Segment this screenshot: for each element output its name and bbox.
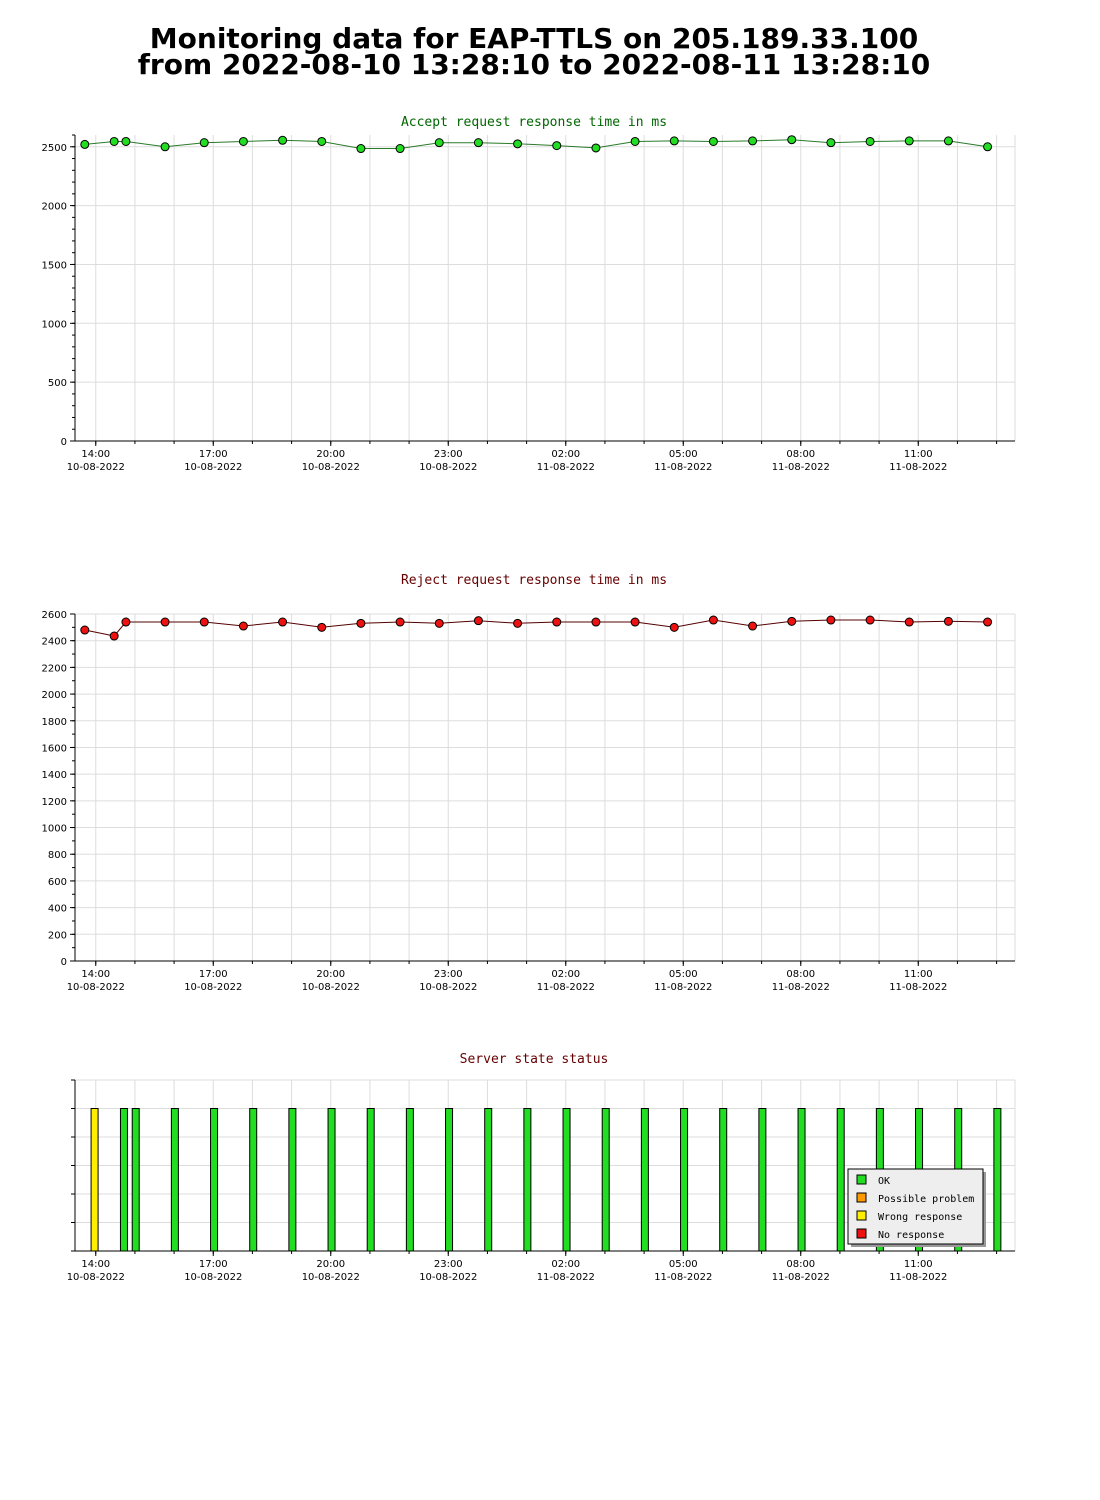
data-point — [239, 137, 247, 145]
data-point — [357, 619, 365, 627]
data-point — [866, 616, 874, 624]
status-bar — [994, 1109, 1001, 1252]
data-point — [474, 617, 482, 625]
x-tick-label-date: 10-08-2022 — [301, 462, 360, 473]
status-bar — [563, 1109, 570, 1252]
x-tick-label-date: 11-08-2022 — [536, 462, 595, 473]
data-point — [81, 626, 89, 634]
x-tick-label-time: 23:00 — [433, 449, 463, 460]
x-tick-label-time: 23:00 — [433, 1259, 463, 1270]
x-tick-label-time: 20:00 — [316, 969, 346, 980]
data-point — [984, 143, 992, 151]
data-point — [788, 617, 796, 625]
y-tick-label: 1000 — [41, 823, 67, 835]
x-tick-label-date: 10-08-2022 — [419, 462, 478, 473]
data-point — [161, 618, 169, 626]
status-bar — [91, 1109, 98, 1252]
y-tick-label: 500 — [47, 378, 67, 390]
data-point — [514, 140, 522, 148]
x-tick-label-time: 02:00 — [551, 969, 581, 980]
x-tick-label-date: 10-08-2022 — [66, 982, 125, 993]
x-tick-label-date: 11-08-2022 — [771, 1272, 830, 1283]
status-bar — [485, 1109, 492, 1252]
x-tick-label-time: 08:00 — [786, 449, 816, 460]
x-tick-label-date: 10-08-2022 — [184, 982, 243, 993]
chart-title: Accept request response time in ms — [400, 115, 668, 130]
x-tick-label-time: 14:00 — [81, 449, 111, 460]
x-tick-label-time: 05:00 — [668, 1259, 698, 1270]
data-point — [905, 137, 913, 145]
x-tick-label-time: 14:00 — [81, 1259, 111, 1270]
data-point — [110, 632, 118, 640]
y-tick-label: 200 — [47, 930, 67, 942]
data-point — [631, 618, 639, 626]
data-point — [788, 136, 796, 144]
data-point — [110, 137, 118, 145]
x-tick-label-date: 11-08-2022 — [771, 982, 830, 993]
status-bar — [759, 1109, 766, 1252]
y-tick-label: 1000 — [41, 319, 67, 331]
y-tick-label: 2400 — [41, 636, 67, 648]
data-point — [944, 617, 952, 625]
data-point — [122, 137, 130, 145]
x-tick-label-time: 14:00 — [81, 969, 111, 980]
status-bar — [132, 1109, 139, 1252]
x-tick-label-date: 10-08-2022 — [419, 1272, 478, 1283]
x-tick-label-date: 10-08-2022 — [184, 1272, 243, 1283]
data-point — [709, 616, 717, 624]
y-tick-label: 800 — [47, 850, 67, 862]
status-bar — [250, 1109, 257, 1252]
status-bar — [120, 1109, 127, 1252]
legend-swatch — [857, 1211, 866, 1220]
data-point — [239, 622, 247, 630]
data-point — [435, 619, 443, 627]
data-point — [553, 618, 561, 626]
data-point — [435, 139, 443, 147]
data-point — [357, 145, 365, 153]
data-point — [592, 618, 600, 626]
x-tick-label-time: 11:00 — [903, 449, 933, 460]
y-tick-label: 2200 — [41, 663, 67, 675]
data-point — [279, 618, 287, 626]
x-tick-label-date: 10-08-2022 — [301, 982, 360, 993]
y-tick-label: 1600 — [41, 743, 67, 755]
data-point — [122, 618, 130, 626]
data-point — [396, 145, 404, 153]
x-tick-label-date: 10-08-2022 — [419, 982, 478, 993]
data-point — [749, 137, 757, 145]
data-point — [200, 139, 208, 147]
data-point — [631, 137, 639, 145]
status-bar — [289, 1109, 296, 1252]
legend-swatch — [857, 1229, 866, 1238]
x-tick-label-time: 02:00 — [551, 1259, 581, 1270]
x-tick-label-time: 20:00 — [316, 449, 346, 460]
status-bar — [837, 1109, 844, 1252]
x-tick-label-time: 17:00 — [198, 449, 228, 460]
data-point — [474, 139, 482, 147]
y-tick-label: 1800 — [41, 716, 67, 728]
data-point — [709, 137, 717, 145]
x-tick-label-time: 05:00 — [668, 969, 698, 980]
x-tick-label-date: 11-08-2022 — [536, 982, 595, 993]
x-tick-label-time: 11:00 — [903, 969, 933, 980]
data-point — [592, 144, 600, 152]
x-tick-label-date: 10-08-2022 — [66, 462, 125, 473]
status-bar — [211, 1109, 218, 1252]
data-point — [279, 136, 287, 144]
data-point — [396, 618, 404, 626]
y-tick-label: 0 — [60, 957, 67, 968]
y-tick-label: 1400 — [41, 770, 67, 782]
status-bar — [171, 1109, 178, 1252]
page-title-line-2: from 2022-08-10 13:28:10 to 2022-08-11 13:28:10 — [137, 48, 931, 81]
data-point — [553, 142, 561, 150]
data-point — [81, 140, 89, 148]
status-bar — [367, 1109, 374, 1252]
status-bar — [681, 1109, 688, 1252]
data-point — [827, 139, 835, 147]
data-point — [200, 618, 208, 626]
data-point — [905, 618, 913, 626]
series-line — [85, 620, 988, 636]
x-tick-label-time: 23:00 — [433, 969, 463, 980]
data-point — [670, 623, 678, 631]
y-tick-label: 1200 — [41, 796, 67, 808]
y-tick-label: 2000 — [41, 690, 67, 702]
data-point — [670, 137, 678, 145]
x-tick-label-date: 10-08-2022 — [66, 1272, 125, 1283]
x-tick-label-date: 10-08-2022 — [301, 1272, 360, 1283]
data-point — [827, 616, 835, 624]
x-tick-label-date: 11-08-2022 — [654, 1272, 713, 1283]
x-tick-label-time: 08:00 — [786, 969, 816, 980]
legend-label: OK — [878, 1176, 891, 1187]
data-point — [318, 623, 326, 631]
data-point — [318, 137, 326, 145]
legend-swatch — [857, 1175, 866, 1184]
y-tick-label: 0 — [60, 437, 67, 448]
data-point — [944, 137, 952, 145]
y-tick-label: 600 — [47, 876, 67, 888]
chart-title: Reject request response time in ms — [400, 573, 668, 588]
x-tick-label-time: 02:00 — [551, 449, 581, 460]
legend-label: Wrong response — [878, 1212, 963, 1223]
status-bar — [328, 1109, 335, 1252]
x-tick-label-date: 10-08-2022 — [184, 462, 243, 473]
data-point — [161, 143, 169, 151]
x-tick-label-date: 11-08-2022 — [654, 982, 713, 993]
page-title-line-1: Monitoring data for EAP-TTLS on 205.189.33.100 — [149, 22, 919, 55]
x-tick-label-date: 11-08-2022 — [889, 982, 948, 993]
chart-title: Server state status — [459, 1052, 609, 1067]
x-tick-label-date: 11-08-2022 — [889, 1272, 948, 1283]
data-point — [866, 137, 874, 145]
y-tick-label: 400 — [47, 903, 67, 915]
x-tick-label-date: 11-08-2022 — [654, 462, 713, 473]
y-tick-label: 2600 — [41, 610, 67, 621]
legend-swatch — [857, 1193, 866, 1202]
y-tick-label: 2500 — [41, 142, 67, 154]
status-bar — [524, 1109, 531, 1252]
x-tick-label-time: 17:00 — [198, 1259, 228, 1270]
status-bar — [798, 1109, 805, 1252]
y-tick-label: 2000 — [41, 201, 67, 213]
x-tick-label-time: 11:00 — [903, 1259, 933, 1270]
x-tick-label-time: 08:00 — [786, 1259, 816, 1270]
legend-label: No response — [878, 1230, 945, 1241]
x-tick-label-date: 11-08-2022 — [771, 462, 830, 473]
data-point — [984, 618, 992, 626]
x-tick-label-time: 05:00 — [668, 449, 698, 460]
x-tick-label-time: 17:00 — [198, 969, 228, 980]
status-bar — [406, 1109, 413, 1252]
x-tick-label-time: 20:00 — [316, 1259, 346, 1270]
status-bar — [641, 1109, 648, 1252]
status-bar — [602, 1109, 609, 1252]
status-bar — [720, 1109, 727, 1252]
y-tick-label: 1500 — [41, 260, 67, 272]
data-point — [514, 619, 522, 627]
x-tick-label-date: 11-08-2022 — [889, 462, 948, 473]
status-bar — [446, 1109, 453, 1252]
x-tick-label-date: 11-08-2022 — [536, 1272, 595, 1283]
data-point — [749, 622, 757, 630]
legend-label: Possible problem — [878, 1194, 975, 1205]
